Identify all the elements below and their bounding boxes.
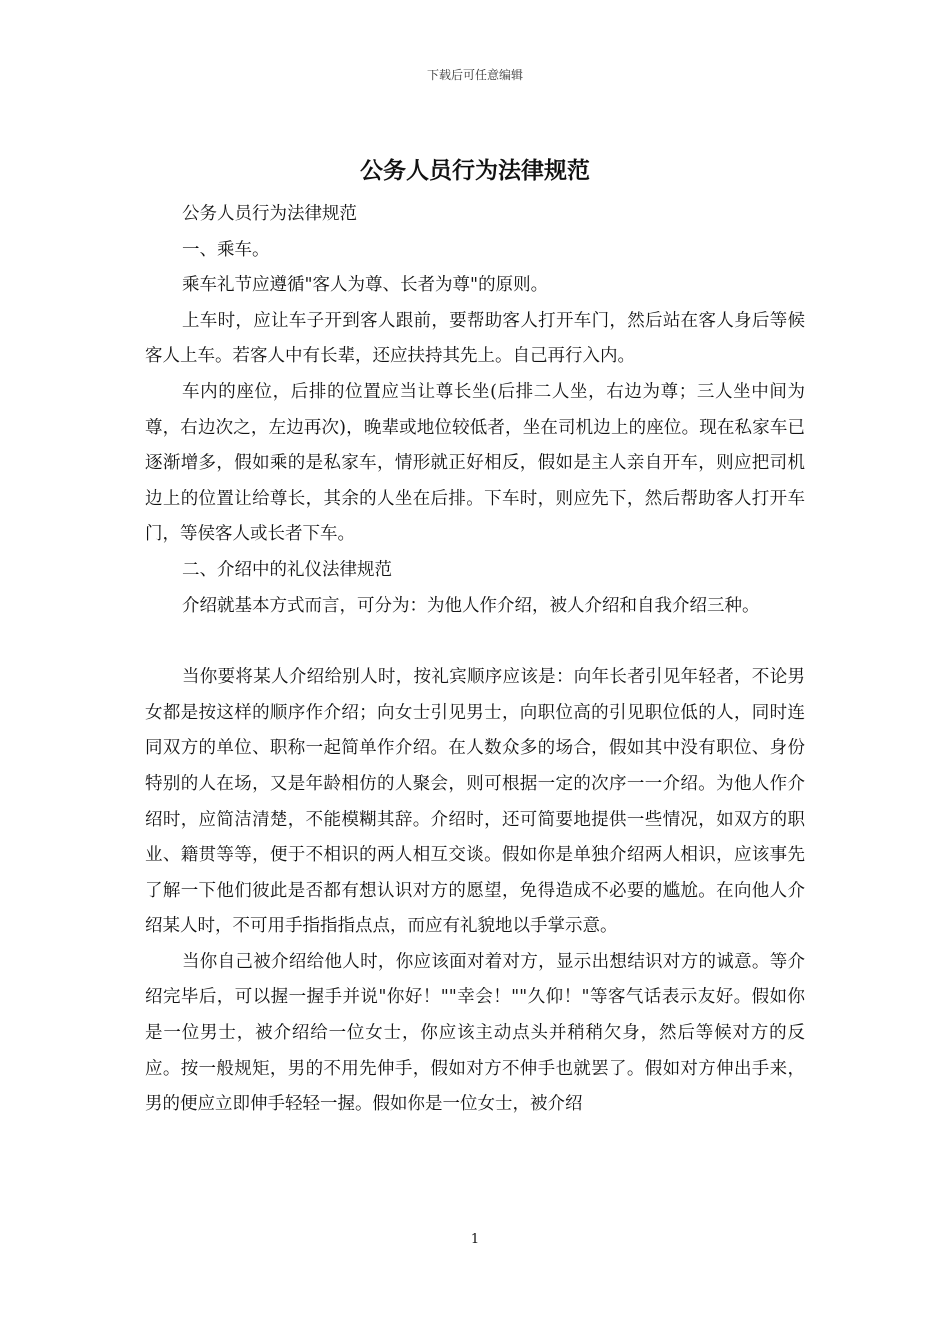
paragraph-introducing-others: 当你要将某人介绍给别人时，按礼宾顺序应该是：向年长者引见年轻者，不论男女都是按这样的顺序作介绍；向女士引见男士，向职位高的引见职位低的人，同时连同双方的单位、职称一起简单作介绍。在人数众多的场合，假如其中没有职位、身份特别的人在场，又是年龄相仿的人聚会，则可根据一定的次序一一介绍。为他人作介绍时，应简洁清楚，不能模糊其辞。介绍时，还可简要地提供一些情况，如双方的职业、籍贯等等，便于不相识的两人相互交谈。假如你是单独介绍两人相识，应该事先了解一下他们彼此是否都有想认识对方的愿望，免得造成不必要的尴尬。在向他人介绍某人时，不可用手指指指点点，而应有礼貌地以手掌示意。 <box>145 667 805 937</box>
document-body <box>145 197 805 1123</box>
paragraph-riding-principle: 乘车礼节应遵循"客人为尊、长者为尊"的原则。 <box>182 275 549 296</box>
paragraph-seating: 车内的座位，后排的位置应当让尊长坐(后排二人坐，右边为尊；三人坐中间为尊，右边次之，左边再次)，晚辈或地位较低者，坐在司机边上的座位。现在私家车已逐渐增多，假如乘的是私家车，情形就正好相反，假如是主人亲自开车，则应把司机边上的位置让给尊长，其余的人坐在后排。下车时，则应先下，然后帮助客人打开车门，等侯客人或长者下车。 <box>145 381 805 545</box>
page-number: 1 <box>470 1232 480 1247</box>
paragraph-boarding: 上车时，应让车子开到客人跟前，要帮助客人打开车门，然后站在客人身后等候客人上车。若客人中有长辈，还应扶持其先上。自己再行入内。 <box>145 310 805 367</box>
section-heading-introduction: 二、介绍中的礼仪法律规范 <box>182 559 392 580</box>
section-heading-riding: 一、乘车。 <box>182 239 270 260</box>
header-note: 下载后可任意编辑 <box>426 68 523 82</box>
paragraph-introduction-types: 介绍就基本方式而言，可分为：为他人作介绍，被人介绍和自我介绍三种。 <box>182 595 760 616</box>
paragraph-gap <box>145 624 805 660</box>
document-title: 公务人员行为法律规范 <box>360 158 590 184</box>
paragraph-subtitle: 公务人员行为法律规范 <box>182 204 357 224</box>
paragraph-being-introduced: 当你自己被介绍给他人时，你应该面对着对方，显示出想结识对方的诚意。等介绍完毕后，可以握一握手并说"你好！""幸会！""久仰！"等客气话表示友好。假如你是一位男士，被介绍给一位女士，你应该主动点头并稍稍欠身，然后等候对方的反应。按一般规矩，男的不用先伸手，假如对方不伸手也就罢了。假如对方伸出手来，男的便应立即伸手轻轻一握。假如你是一位女士，被介绍 <box>145 951 805 1115</box>
